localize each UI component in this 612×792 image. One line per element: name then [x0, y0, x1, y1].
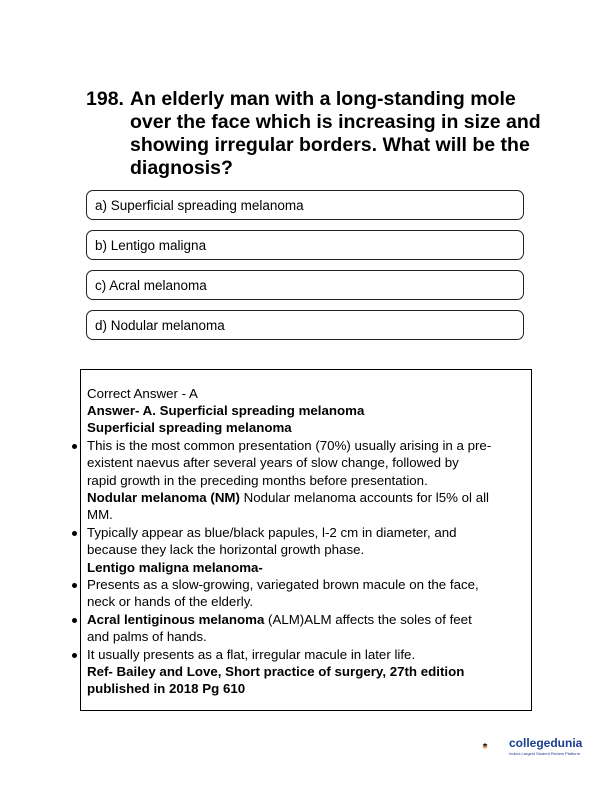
- bullet-3: [72, 583, 77, 588]
- nm-bullet-line-2: because they lack the horizontal growth phase.: [87, 542, 365, 557]
- bullet-5: [72, 653, 77, 658]
- correct-answer: Correct Answer - A: [87, 386, 198, 401]
- collegedunia-logo-icon: [482, 731, 508, 761]
- lm-line-2: neck or hands of the elderly.: [87, 594, 254, 609]
- ssm-line-2: existent naevus after several years of slow change, followed by: [87, 455, 459, 470]
- ssm-heading: Superficial spreading melanoma: [87, 420, 292, 435]
- ssm-line-3: rapid growth in the preceding months before presentation.: [87, 473, 428, 488]
- logo-name: collegedunia: [509, 736, 583, 750]
- bullet-2: [72, 531, 77, 536]
- logo-tagline: India's Largest Student Review Platform: [509, 751, 581, 756]
- nm-heading: Nodular melanoma (NM): [87, 490, 240, 505]
- bullet-1: [72, 444, 77, 449]
- answer-heading: Answer- A. Superficial spreading melanoma: [87, 403, 365, 418]
- alm-line-1-text: (ALM)ALM affects the soles of feet: [264, 612, 472, 627]
- alm-heading: Acral lentiginous melanoma: [87, 612, 265, 627]
- nm-bullet-line-1: Typically appear as blue/black papules, l-2 cm in diameter, and: [87, 525, 457, 540]
- question-number: 198.: [86, 88, 124, 110]
- alm-line-3: It usually presents as a flat, irregular macule in later life.: [87, 647, 416, 662]
- nm-line-1-text: Nodular melanoma accounts for l5% ol all: [239, 490, 490, 505]
- reference-line-1: Ref- Bailey and Love, Short practice of surgery, 27th edition: [87, 664, 465, 679]
- option-b[interactable]: b) Lentigo maligna: [86, 230, 524, 260]
- reference-line-2: published in 2018 Pg 610: [87, 681, 246, 696]
- lm-heading: Lentigo maligna melanoma-: [87, 560, 263, 575]
- bullet-4: [72, 618, 77, 623]
- alm-line-2: and palms of hands.: [87, 629, 207, 644]
- nm-line-1: [87, 489, 489, 506]
- question-text: An elderly man with a long-standing mole over the face which is increasing in size and showing irregular borders. What will be the diagnosis?: [130, 88, 541, 179]
- alm-line-1: [87, 611, 472, 628]
- option-a[interactable]: a) Superficial spreading melanoma: [86, 190, 524, 220]
- option-c[interactable]: c) Acral melanoma: [86, 270, 524, 300]
- nm-line-2: MM.: [87, 507, 113, 522]
- lm-line-1: Presents as a slow-growing, variegated brown macule on the face,: [87, 577, 479, 592]
- option-d[interactable]: d) Nodular melanoma: [86, 310, 524, 340]
- ssm-line-1: This is the most common presentation (70%) usually arising in a pre-: [87, 438, 492, 453]
